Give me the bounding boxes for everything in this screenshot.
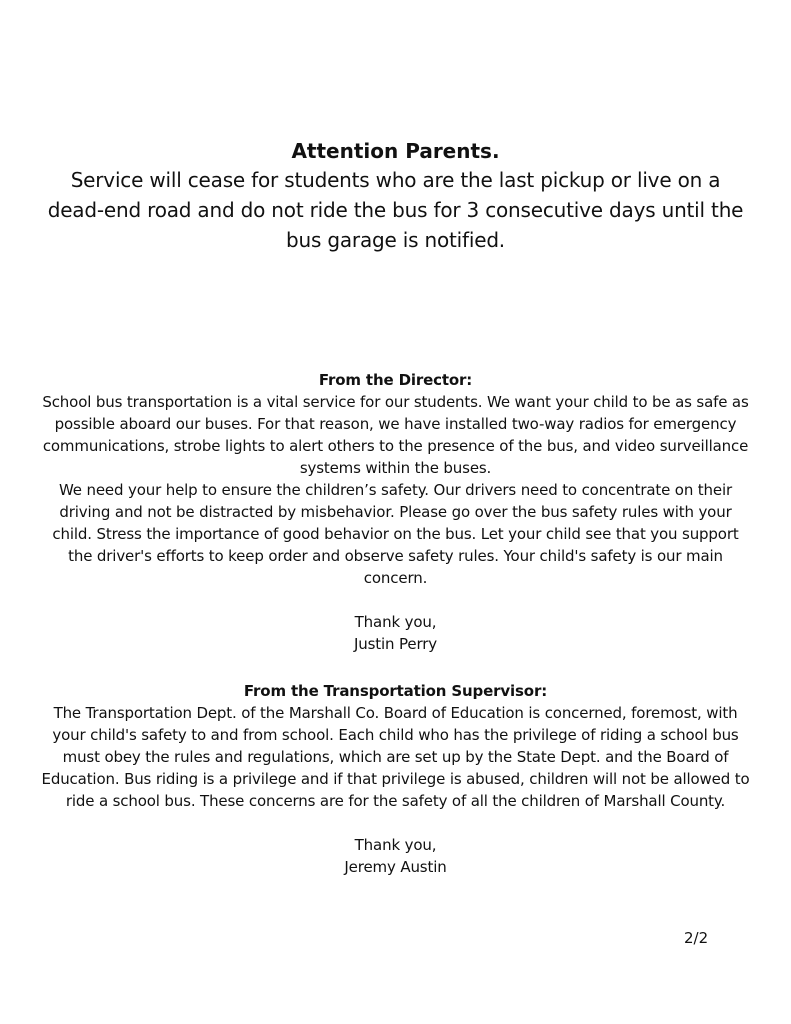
supervisor-section (40, 680, 751, 878)
director-paragraph-1: School bus transportation is a vital service for our students. We want your child to be as safe as possible aboard our buses. For that reason, we have installed two-way radios for emergency communications, strobe lights to alert others to the presence of the bus, and video surveillance systems within the buses. (42, 393, 749, 477)
notice-body: Service will cease for students who are the last pickup or live on a dead-end road and do not ride the bus for 3 consecutive days until the bus garage is notified. (47, 168, 744, 252)
director-section (40, 369, 751, 655)
page-number: 2/2 (684, 929, 709, 947)
supervisor-closing: Thank you, (354, 836, 437, 854)
supervisor-signature: Jeremy Austin (344, 858, 447, 876)
attention-notice (40, 137, 751, 255)
supervisor-heading: From the Transportation Supervisor: (243, 682, 548, 700)
director-signoff (40, 611, 751, 655)
director-signature: Justin Perry (354, 635, 437, 653)
director-heading: From the Director: (318, 371, 473, 389)
director-paragraph-2: We need your help to ensure the children’s safety. Our drivers need to concentrate on their driving and not be distracted by misbehavior. Please go over the bus safety rules with your child. Stress the importance of good behavior on the bus. Let your child see that you support the driver's efforts to keep order and observe safety rules. Your child's safety is our main concern. (52, 481, 739, 587)
director-closing: Thank you, (354, 613, 437, 631)
notice-title: Attention Parents. (291, 139, 500, 163)
supervisor-signoff (40, 834, 751, 878)
supervisor-paragraph: The Transportation Dept. of the Marshall Co. Board of Education is concerned, foremost, with your child's safety to and from school. Each child who has the privilege of riding a school bus must obey the rules and regulations, which are set up by the State Dept. and the Board of Education. Bus riding is a privilege and if that privilege is abused, children will not be allowed to ride a school bus. These concerns are for the safety of all the children of Marshall County. (41, 704, 750, 810)
